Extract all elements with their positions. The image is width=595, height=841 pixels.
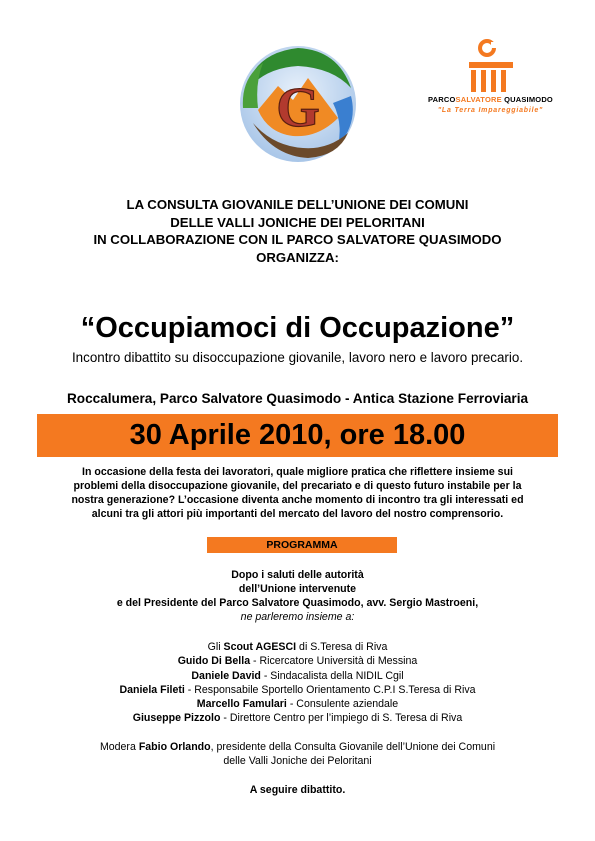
speaker-role: - Responsabile Sportello Orientamento C.P.I S.Teresa di Riva: [184, 683, 476, 696]
park-pillars-logo-icon: [465, 38, 517, 94]
speaker-list: [0, 640, 595, 726]
speaker-item: [0, 711, 595, 725]
intro-line: alcuni tra gli attori più importanti del mercato del lavoro del nostro comprensorio.: [91, 508, 504, 520]
greet-line: ne parleremo insieme a:: [240, 611, 355, 623]
park-motto: "La Terra Impareggiabile": [437, 107, 544, 114]
intro-paragraph: [40, 465, 555, 521]
speaker-name: Daniele David: [191, 669, 261, 682]
moderator-name: Fabio Orlando: [138, 741, 211, 753]
speaker-item: [0, 654, 595, 668]
greet-line: Dopo i saluti delle autorità: [231, 569, 364, 581]
greetings: [0, 568, 595, 624]
moderator-note: [0, 740, 595, 768]
speaker-role: di S.Teresa di Riva: [296, 641, 388, 653]
programma-label: PROGRAMMA: [266, 539, 338, 551]
park-logo: [418, 38, 563, 128]
speaker-item: [0, 683, 595, 697]
speaker-name: Giuseppe Pizzolo: [132, 712, 221, 725]
heading-line: LA CONSULTA GIOVANILE DELL’UNIONE DEI COMUNI: [126, 197, 469, 212]
greet-line: e del Presidente del Parco Salvatore Quasimodo, avv. Sergio Mastroeni,: [116, 597, 479, 609]
intro-line: problemi della disoccupazione giovanile, del precariato e di questo futuro instabile per la: [73, 480, 522, 492]
speaker-role: - Sindacalista della NIDIL Cgil: [260, 669, 404, 682]
event-title: “Occupiamoci di Occupazione”: [80, 312, 515, 344]
intro-line: In occasione della festa dei lavoratori, quale migliore pratica che riflettere insieme sui: [82, 466, 513, 478]
speaker-name: Guido Di Bella: [177, 655, 251, 668]
event-subtitle: Incontro dibattito su disoccupazione giovanile, lavoro nero e lavoro precario.: [71, 350, 524, 365]
speaker-name: Marcello Famulari: [196, 698, 287, 711]
speaker-item: [0, 697, 595, 711]
event-date: 30 Aprile 2010, ore 18.00: [129, 419, 466, 451]
speaker-name: Daniela Fileti: [119, 683, 185, 696]
organizer-heading: [0, 196, 595, 266]
speaker-role: - Consulente aziendale: [286, 698, 399, 711]
moderator-line: Modera Fabio Orlando, presidente della Consulta Giovanile dell’Unione dei Comuni: [99, 741, 496, 753]
svg-text:G: G: [276, 77, 320, 139]
park-name: PARCOSALVATORE QUASIMODO: [428, 95, 553, 104]
speaker-role: - Direttore Centro per l’impiego di S. Teresa di Riva: [220, 712, 463, 725]
greet-line: dell’Unione intervenute: [238, 583, 357, 595]
heading-line: DELLE VALLI JONICHE DEI PELORITANI: [170, 214, 425, 230]
closing-note: A seguire dibattito.: [249, 784, 346, 796]
heading-line: ORGANIZZA:: [256, 249, 339, 265]
speaker-item: Gli Scout AGESCI di S.Teresa di Riva: [207, 641, 388, 653]
intro-line: nostra generazione? L’occasione diventa anche momento di incontro tra gli interessati ed: [71, 494, 524, 506]
moderator-line: delle Valli Joniche dei Peloritani: [223, 755, 372, 767]
consulta-g-logo-icon: [233, 38, 363, 168]
event-location: Roccalumera, Parco Salvatore Quasimodo - Antica Stazione Ferroviaria: [66, 391, 529, 406]
speaker-role: - Ricercatore Università di Messina: [250, 655, 418, 668]
speaker-item: [0, 669, 595, 683]
speaker-name: Scout AGESCI: [223, 641, 297, 653]
heading-line: IN COLLABORAZIONE CON IL PARCO SALVATORE QUASIMODO: [93, 232, 502, 247]
